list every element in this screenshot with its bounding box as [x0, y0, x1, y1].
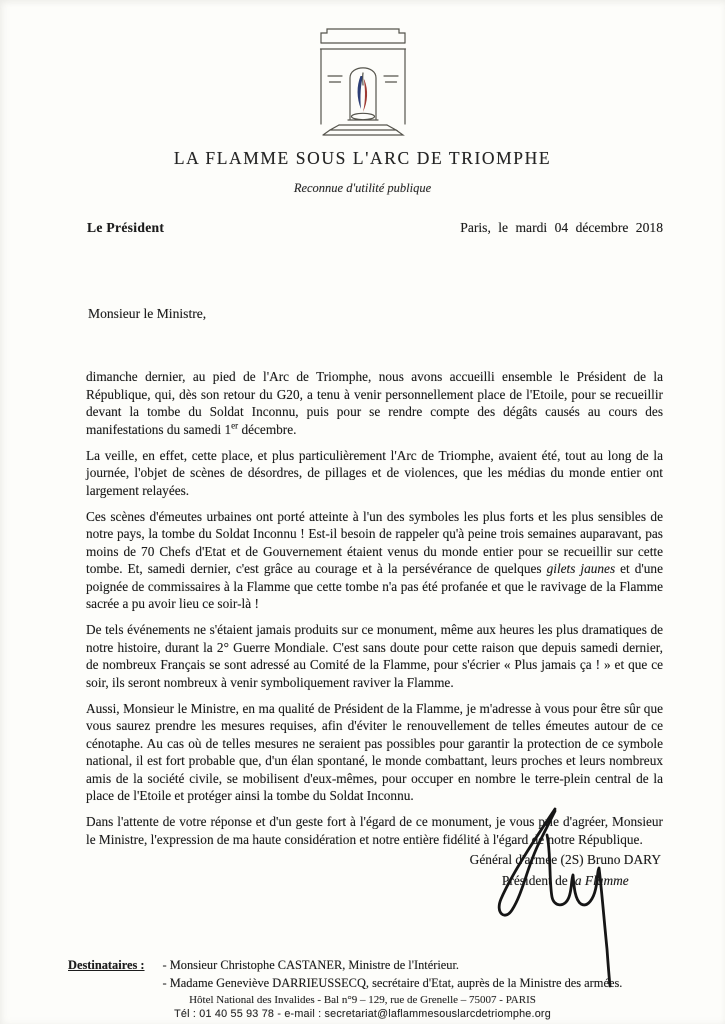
- org-tagline: Reconnue d'utilité publique: [293, 181, 432, 195]
- paragraph-2: La veille, en effet, cette place, et plus particulièrement l'Arc de Triomphe, avaient été, tout au long de la journée, l'objet de scènes de désordres, de pillages et de violences, que les médias du monde entier ont largement relayées.: [86, 447, 663, 498]
- paragraph-1: [86, 368, 663, 438]
- ordinal-superscript: er: [231, 420, 239, 431]
- signer-name: Général d'armée (2S) Bruno DARY: [469, 852, 661, 867]
- org-title: LA FLAMME SOUS L'ARC DE TRIOMPHE: [173, 148, 552, 168]
- signer-role: [470, 870, 661, 891]
- paragraph-3: [86, 508, 663, 613]
- letter-footer: [0, 994, 725, 1021]
- dateline: Paris, le mardi 04 décembre 2018: [460, 220, 663, 235]
- paragraph-text: décembre.: [238, 421, 297, 437]
- header-row: [87, 220, 663, 236]
- salutation: Monsieur le Ministre,: [88, 306, 207, 321]
- paragraph-5: Aussi, Monsieur le Ministre, en ma qualité de Président de la Flamme, je m'adresse à vous pour être sûr que vous saurez prendre les mesures requises, afin d'éviter le renouvellement de telles émeutes autour de ce cénotaphe. Au cas où de telles mesures ne seraient pas possibles pour garantir la protection de ce symbole national, il est fort probable que, d'un élan spontané, le monde combattant, leurs proches et leurs nombreux amis de la société civile, se mobilisent d'eux-mêmes, pour occuper en nombre le terre-plein central de la place de l'Etoile et protéger ainsi la tombe du Soldat Inconnu.: [86, 700, 663, 803]
- paragraph-6: Dans l'attente de votre réponse et d'un geste fort à l'égard de ce monument, je vous prie d'agréer, Monsieur le Ministre, l'expression de ma haute considération et notre entière fidélité à l'égard de notre République.: [86, 814, 663, 847]
- paragraph-4: De tels événements ne s'étaient jamais produits sur ce monument, même aux heures les plus dramatiques de notre histoire, durant la 2° Guerre Mondiale. C'est sans doute pour cette raison que depuis samedi dernier, de nombreux Français se sont adressé au Comité de la Flamme, pour s'écrier « Plus jamais ça ! » et que ce soir, ils seront nombreux à venir symboliquement raviver la Flamme.: [86, 622, 663, 690]
- footer-contact: Tél : 01 40 55 93 78 - e-mail : secretariat@laflammesouslarcdetriomphe.org: [174, 1007, 551, 1020]
- recipient-line: - Monsieur Christophe CASTANER, Ministre de l'Intérieur.: [162, 958, 460, 972]
- letter-body: [86, 368, 663, 857]
- signer-role-text: Président de: [501, 873, 572, 888]
- arc-de-triomphe-logo: [308, 26, 418, 145]
- recipient-line: - Madame Geneviève DARRIEUSSECQ, secrétaire d'Etat, auprès de la Ministre des armées.: [162, 975, 623, 990]
- italic-phrase-gilets-jaunes: gilets jaunes: [546, 561, 616, 576]
- recipients-list: [163, 957, 623, 992]
- sender-title: Le Président: [87, 220, 165, 235]
- signer-role-italic: la Flamme: [571, 873, 629, 888]
- arc-de-triomphe-flame-icon: [308, 26, 418, 140]
- paragraph-text: et d'une poignée de commissaires à la Flamme que cette tombe n'a pas été profanée et que le ravivage de la Flamme sacrée a pu avoir lieu ce soir-là !: [86, 561, 663, 611]
- footer-address: Hôtel National des Invalides - Bal n°9 – 129, rue de Grenelle – 75007 - PARIS: [189, 994, 536, 1006]
- paragraph-text: Ces scènes d'émeutes urbaines ont porté atteinte à l'un des symboles les plus forts et les plus sensibles de notre pays, la tombe du Soldat Inconnu ! Est-il besoin de rappeler qu'à peine trois semaines auparavant, pas moins de 70 Chefs d'Etat et de Gouvernement étaient venus du monde entier pour se recueillir sur cette tombe. Et, samedi dernier, c'est grâce au courage et à la persévérance de quelques: [86, 508, 663, 576]
- signature-block: [470, 849, 661, 891]
- paragraph-text: dimanche dernier, au pied de l'Arc de Triomphe, nous avons accueilli ensemble le Président de la République, qui, dès son retour du G20, a tenu à venir personnellement place de l'Etoile, pour se recueillir devant la tombe du Soldat Inconnu, puis pour se rendre compte des dégâts causés au cours des manifestations du samedi 1: [86, 369, 663, 437]
- recipients-label: Destinataires :: [68, 958, 145, 972]
- recipients: [68, 957, 695, 992]
